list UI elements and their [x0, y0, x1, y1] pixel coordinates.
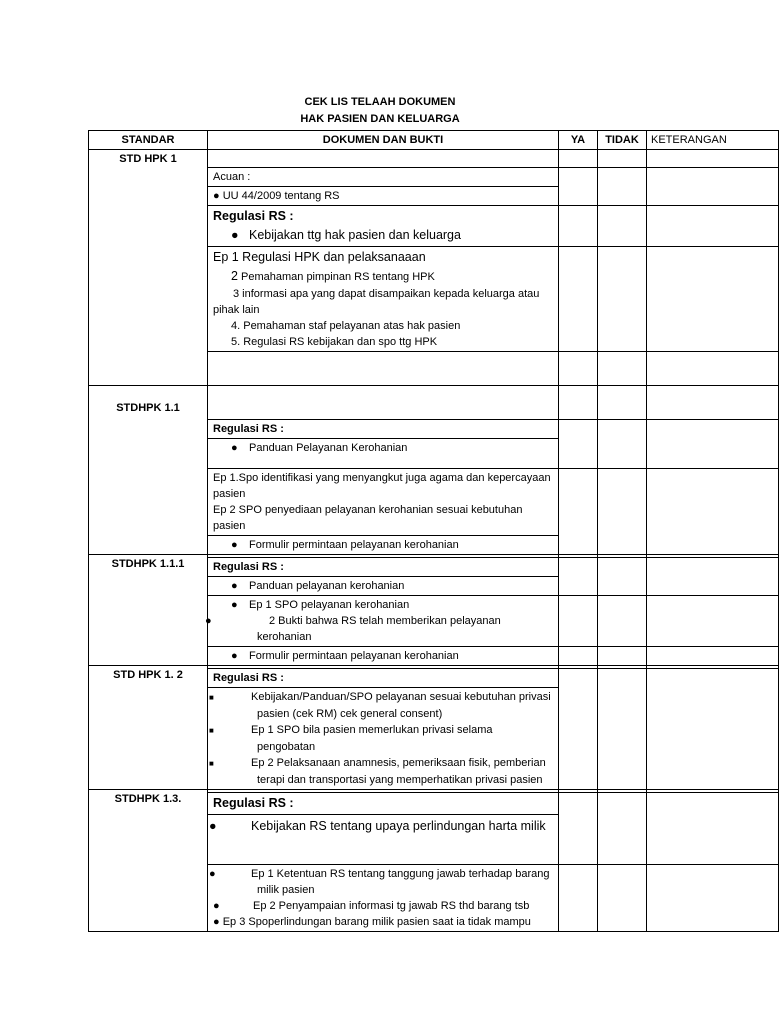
bullet-icon: ● — [231, 580, 238, 592]
document-subtitle: HAK PASIEN DAN KELUARGA — [300, 113, 460, 125]
bullet-icon: ● — [231, 442, 238, 454]
ya-cell[interactable] — [559, 247, 598, 352]
privasi-item-1: Kebijakan/Panduan/SPO pelayanan sesuai kebutuhan privasi pasien (cek RM) cek general consent) — [251, 691, 551, 720]
header-keterangan: KETERANGAN — [647, 131, 779, 150]
ep1-label: Ep 1 Regulasi HPK dan pelaksanaaan — [213, 250, 426, 264]
header-dokumen: DOKUMEN DAN BUKTI — [208, 131, 559, 150]
bullet-icon: ● — [213, 900, 220, 912]
privasi-item-2: Ep 1 SPO bila pasien memerlukan privasi selama pengobatan — [251, 724, 493, 753]
ya-cell[interactable] — [559, 469, 598, 555]
header-standar: STANDAR — [89, 131, 208, 150]
formulir-item: Formulir permintaan pelayanan kerohanian — [249, 650, 459, 662]
keterangan-cell[interactable] — [647, 352, 779, 386]
table-row — [89, 386, 779, 420]
keterangan-cell[interactable] — [647, 247, 779, 352]
tidak-cell[interactable] — [598, 420, 647, 469]
keterangan-cell[interactable] — [647, 793, 779, 865]
ya-cell[interactable] — [559, 865, 598, 932]
keterangan-cell[interactable] — [647, 558, 779, 596]
tidak-cell[interactable] — [598, 386, 647, 420]
regulasi-label: Regulasi RS : — [213, 561, 284, 573]
keterangan-cell[interactable] — [647, 669, 779, 790]
ep3-text: 3 informasi apa yang dapat disampaikan kepada keluarga atau pihak lain — [213, 288, 540, 316]
bullet-icon: ● — [205, 615, 212, 627]
bullet-icon: ● — [231, 650, 238, 662]
ya-cell[interactable] — [559, 150, 598, 168]
tidak-cell[interactable] — [598, 647, 647, 666]
tidak-cell[interactable] — [598, 865, 647, 932]
tidak-cell[interactable] — [598, 469, 647, 555]
tidak-cell[interactable] — [598, 247, 647, 352]
ep2-text: Pemahaman pimpinan RS tentang HPK — [241, 271, 435, 283]
ya-cell[interactable] — [559, 647, 598, 666]
regulasi-label: Regulasi RS : — [213, 672, 284, 684]
tidak-cell[interactable] — [598, 206, 647, 247]
standard-label: STD HPK 1. 2 — [89, 666, 208, 790]
bullet-icon: ● — [209, 819, 217, 833]
ep2-text: Ep 2 SPO penyediaan pelayanan kerohanian sesuai kebutuhan pasien — [213, 504, 523, 532]
checklist-table — [88, 130, 779, 932]
bullet-icon: ● — [231, 599, 238, 611]
ep1-text: Ep 1 SPO pelayanan kerohanian — [249, 599, 410, 611]
keterangan-cell[interactable] — [647, 865, 779, 932]
kebijakan-item: Kebijakan RS tentang upaya perlindungan harta milik — [251, 819, 546, 833]
acuan-uu: UU 44/2009 tentang RS — [222, 190, 340, 202]
ya-cell[interactable] — [559, 596, 598, 647]
panduan-item: Panduan Pelayanan Kerohanian — [249, 442, 408, 454]
tidak-cell[interactable] — [598, 150, 647, 168]
ep5-text: 5. Regulasi RS kebijakan dan spo ttg HPK — [231, 336, 438, 348]
regulasi-label: Regulasi RS : — [213, 796, 294, 810]
kebijakan-item: Kebijakan ttg hak pasien dan keluarga — [249, 228, 461, 242]
ep2-number: 2 — [231, 269, 238, 283]
ya-cell[interactable] — [559, 558, 598, 596]
ep3-text: Ep 3 Spoperlindungan barang milik pasien saat ia tidak mampu — [222, 916, 531, 928]
tidak-cell[interactable] — [598, 558, 647, 596]
table-row — [89, 150, 779, 168]
ya-cell[interactable] — [559, 420, 598, 469]
keterangan-cell[interactable] — [647, 168, 779, 206]
header-ya: YA — [559, 131, 598, 150]
privasi-item-3: Ep 2 Pelaksanaan anamnesis, pemeriksaan fisik, pemberian terapi dan transportasi yang memperhatikan privasi pasien — [251, 757, 546, 786]
bullet-icon: ● — [231, 539, 238, 551]
keterangan-cell[interactable] — [647, 469, 779, 555]
ep2-text: 2 Bukti bahwa RS telah memberikan pelayanan kerohanian — [257, 615, 501, 643]
tidak-cell[interactable] — [598, 352, 647, 386]
keterangan-cell[interactable] — [647, 206, 779, 247]
ep2-text: Ep 2 Penyampaian informasi tg jawab RS thd barang tsb — [253, 900, 530, 912]
ya-cell[interactable] — [559, 386, 598, 420]
standard-label: STDHPK 1.1 — [89, 386, 208, 555]
header-row — [89, 131, 779, 150]
regulasi-label: Regulasi RS : — [213, 423, 284, 435]
tidak-cell[interactable] — [598, 793, 647, 865]
ep1-text: Ep 1 Ketentuan RS tentang tanggung jawab terhadap barang milik pasien — [251, 868, 550, 896]
bullet-icon: ● — [213, 190, 220, 202]
keterangan-cell[interactable] — [647, 420, 779, 469]
keterangan-cell[interactable] — [647, 647, 779, 666]
ep1-text: Ep 1.Spo identifikasi yang menyangkut juga agama dan kepercayaan pasien — [213, 472, 551, 500]
tidak-cell[interactable] — [598, 168, 647, 206]
tidak-cell[interactable] — [598, 669, 647, 790]
ya-cell[interactable] — [559, 206, 598, 247]
regulasi-label: Regulasi RS : — [213, 209, 294, 223]
standard-label: STDHPK 1.1.1 — [89, 555, 208, 666]
square-bullet-icon: ■ — [209, 759, 214, 768]
ep4-text: 4. Pemahaman staf pelayanan atas hak pasien — [231, 320, 461, 332]
document-title: CEK LIS TELAAH DOKUMEN — [304, 96, 456, 108]
panduan-item: Panduan pelayanan kerohanian — [249, 580, 405, 592]
bullet-icon: ● — [231, 228, 239, 242]
ya-cell[interactable] — [559, 669, 598, 790]
header-tidak: TIDAK — [598, 131, 647, 150]
ya-cell[interactable] — [559, 352, 598, 386]
bullet-icon: ● — [209, 868, 216, 880]
ya-cell[interactable] — [559, 168, 598, 206]
acuan-label: Acuan : — [213, 171, 251, 183]
standard-label: STDHPK 1.3. — [89, 790, 208, 932]
square-bullet-icon: ■ — [209, 726, 214, 735]
standard-label: STD HPK 1 — [89, 150, 208, 386]
formulir-item: Formulir permintaan pelayanan kerohanian — [249, 539, 459, 551]
keterangan-cell[interactable] — [647, 596, 779, 647]
bullet-icon: ● — [213, 916, 220, 928]
keterangan-cell[interactable] — [647, 386, 779, 420]
tidak-cell[interactable] — [598, 596, 647, 647]
ya-cell[interactable] — [559, 793, 598, 865]
keterangan-cell[interactable] — [647, 150, 779, 168]
square-bullet-icon: ■ — [209, 693, 214, 702]
